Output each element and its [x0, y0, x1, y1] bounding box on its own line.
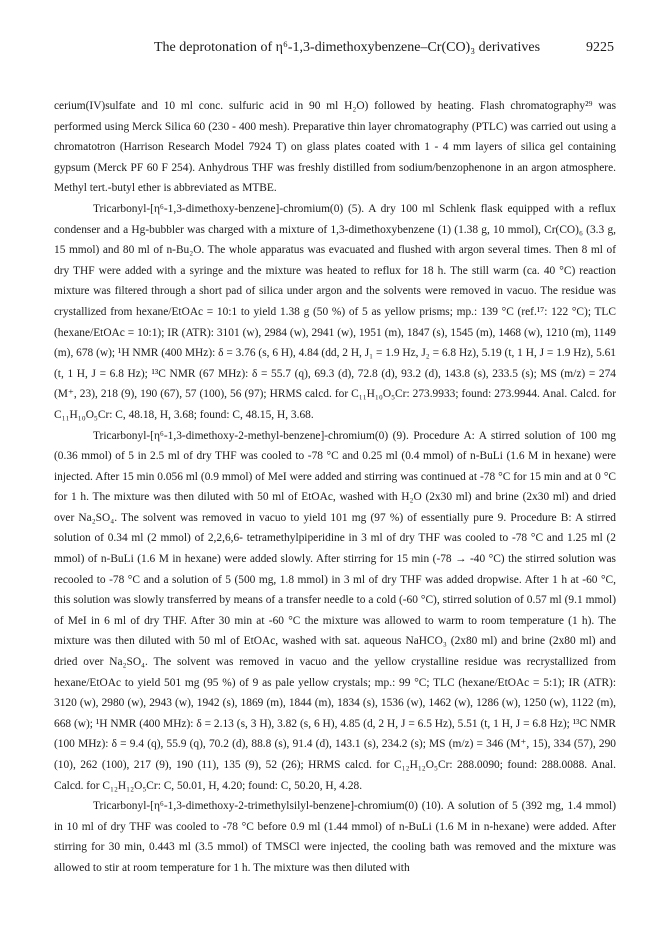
paragraph-compound-5: Tricarbonyl-[η⁶-1,3-dimethoxy-benzene]-chromium(0) (5). A dry 100 ml Schlenk flask equipped with a reflux condenser and a Hg-bubbler was charged with a mixture of 1,3-dimethoxybenzene (1) (1.38 g, 10 mmol), Cr(CO)₆ (3.3 g, 15 mmol) and 80 ml of n-Bu₂O. The whole apparatus was evacuated and flushed with argon several times. Then 8 ml of dry THF were added with a syringe and the mixture was heated to reflux for 18 h. The still warm (ca. 40 °C) reaction mixture was filtered through a short pad of silica under argon and the solvents were removed in vacuo. The residue was crystallized from hexane/EtOAc = 10:1 to yield 1.38 g (50 %) of 5 as yellow prisms; mp.: 139 °C (ref.¹⁷: 122 °C); TLC (hexane/EtOAc = 10:1); IR (ATR): 3101 (w), 2984 (w), 2941 (w), 1951 (m), 1847 (s), 1545 (m), 1468 (w), 1210 (m), 1149 (m), 678 (w); ¹H NMR (400 MHz): δ = 3.76 (s, 6 H), 4.84 (dd, 2 H, J₁ = 1.9 Hz, J₂ = 6.8 Hz), 5.19 (t, 1 H, J = 1.9 Hz), 5.61 (t, 1 H, J = 6.8 Hz); ¹³C NMR (67 MHz): δ = 55.7 (q), 69.3 (d), 72.8 (d), 93.2 (d), 143.8 (s), 233.5 (s); MS (m/z) = 274 (M⁺, 23), 218 (9), 190 (67), 57 (100), 56 (97); HRMS calcd. for C₁₁H₁₀O₅Cr: 273.9933; found: 273.9944. Anal. Calcd. for C₁₁H₁₀O₅Cr: C, 48.18, H, 3.68; found: C, 48.15, H, 3.68.: [54, 202, 616, 421]
page-number: 9225: [586, 40, 614, 55]
paragraph-compound-9: Tricarbonyl-[η⁶-1,3-dimethoxy-2-methyl-benzene]-chromium(0) (9). Procedure A: A stirred solution of 100 mg (0.36 mmol) of 5 in 2.5 ml of dry THF was cooled to -78 °C and 0.25 ml (0.4 mmol) of n-BuLi (1.6 M in hexane) were injected. After 15 min 0.056 ml (0.9 mmol) of MeI were added and stirring was continued at -78 °C for 15 min and at 0 °C for 1 h. The mixture was then diluted with 50 ml of EtOAc, washed with H₂O (2x30 ml) and brine (2x30 ml) and dried over Na₂SO₄. The solvent was removed in vacuo to yield 101 mg (97 %) of essentially pure 9. Procedure B: A stirred solution of 0.34 ml (2 mmol) of 2,2,6,6- tetramethylpiperidine in 3 ml of dry THF was cooled to -78 °C and 1.25 ml (2 mmol) of n-BuLi (1.6 M in hexane) were added slowly. After stirring for 15 min (-78 → -40 °C) the stirred solution was recooled to -78 °C and a solution of 5 (500 mg, 1.8 mmol) in 3 ml of dry THF was added dropwise. After 1 h at -60 °C, this solution was slowly transferred by means of a transfer needle to a cold (-60 °C), stirred solution of 0.57 ml (9.1 mmol) of MeI in 6 ml of dry THF. After 30 min at -60 °C the mixture was allowed to warm to room temperature (1 h). The mixture was then diluted with 50 ml of EtOAc, washed with sat. aqueous NaHCO₃ (2x80 ml) and brine (2x80 ml) and dried over Na₂SO₄. The solvent was removed in vacuo and the yellow crystalline residue was recrystallized from hexane/EtOAc to yield 501 mg (95 %) of 9 as pale yellow crystals; mp.: 99 °C; TLC (hexane/EtOAc = 5:1); IR (ATR): 3120 (w), 2980 (w), 2943 (w), 1942 (s), 1869 (m), 1844 (m), 1834 (s), 1536 (w), 1462 (w), 1286 (w), 1250 (w), 1122 (m), 668 (w); ¹H NMR (400 MHz): δ = 2.13 (s, 3 H), 3.82 (s, 6 H), 4.85 (d, 2 H, J = 6.5 Hz), 5.51 (t, 1 H, J = 6.8 Hz); ¹³C NMR (100 MHz): δ = 9.4 (q), 55.9 (q), 70.2 (d), 88.8 (s), 91.4 (d), 143.1 (s), 234.2 (s); MS (m/z) = 346 (M⁺, 15), 334 (57), 290 (10), 262 (100), 217 (9), 190 (11), 135 (9), 52 (26); HRMS calcd. for C₁₂H₁₂O₅Cr: 288.0090; found: 288.0088. Anal. Calcd. for C₁₂H₁₂O₅Cr: C, 50.01, H, 4.20; found: C, 50.20, H, 4.28.: [54, 429, 616, 792]
body-text: [54, 96, 616, 879]
page-header: [58, 40, 614, 60]
paragraph-general-methods: cerium(IV)sulfate and 10 ml conc. sulfuric acid in 90 ml H₂O) followed by heating. Flash chromatography²⁹ was performed using Merck Silica 60 (230 - 400 mesh). Preparative thin layer chromatography (PTLC) was carried out using a chromatotron (Harrison Research Model 7924 T) on glass plates coated with 1 - 4 mm layers of silica gel containing gypsum (Merck PF 60 F 254). Anhydrous THF was freshly distilled from sodium/benzophenone in an argon atmosphere. Methyl tert.-butyl ether is abbreviated as MTBE.: [54, 100, 616, 195]
paragraph-compound-10: Tricarbonyl-[η⁶-1,3-dimethoxy-2-trimethylsilyl-benzene]-chromium(0) (10). A solution of 5 (392 mg, 1.4 mmol) in 10 ml of dry THF was cooled to -78 °C before 0.9 ml (1.44 mmol) of n-BuLi (1.6 M in n-hexane) were added. After stirring for 30 min, 0.443 ml (3.5 mmol) of TMSCl were injected, the cooling bath was removed and the mixture was allowed to stir at room temperature for 1 h. The mixture was then diluted with: [54, 800, 616, 874]
running-title: The deprotonation of η⁶-1,3-dimethoxybenzene–Cr(CO)₃ derivatives: [154, 40, 541, 55]
